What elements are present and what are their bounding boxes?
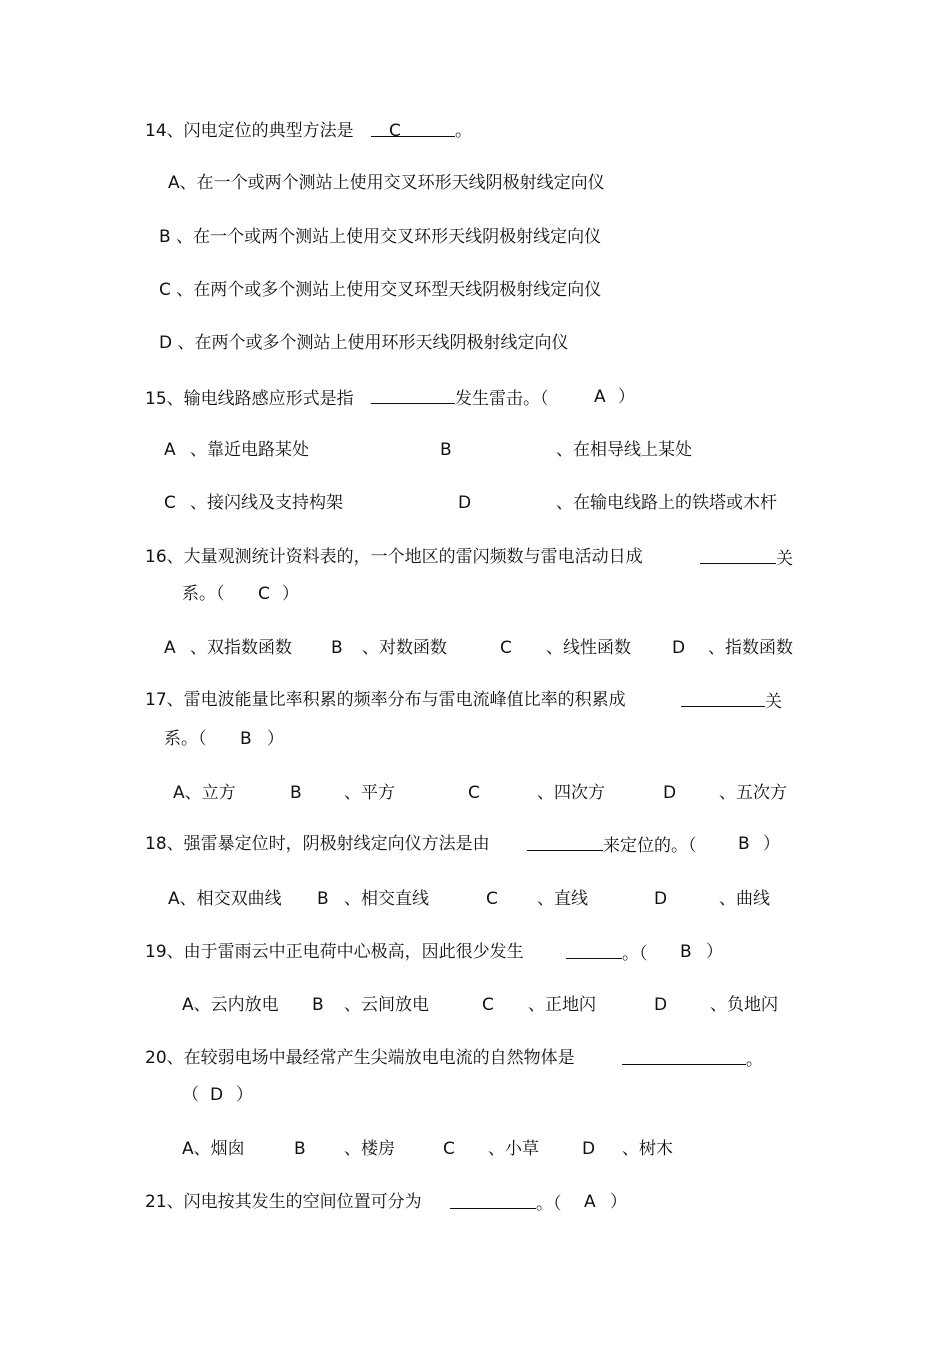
q18-option-b-letter: B xyxy=(317,889,329,909)
q17-tail: 关 xyxy=(765,692,782,712)
q18-answer: B xyxy=(738,834,750,854)
q16-blank xyxy=(700,546,776,564)
q20-close: ） xyxy=(236,1085,253,1105)
q18-close: ） xyxy=(763,834,780,854)
q19-option-b-text: 、云间放电 xyxy=(344,995,429,1015)
q17-option-b-letter: B xyxy=(290,783,302,803)
q15-stem: 15、输电线路感应形式是指 xyxy=(145,389,354,409)
q15-option-b-text: 、在相导线上某处 xyxy=(556,440,692,460)
q19-close: ） xyxy=(706,942,723,962)
q17-option-d-letter: D xyxy=(663,783,677,803)
q14-option-d: D 、在两个或多个测站上使用环形天线阴极射线定向仪 xyxy=(159,333,569,353)
q19-after: 。（ xyxy=(622,944,648,964)
q19-stem: 19、由于雷雨云中正电荷中心极高，因此很少发生 xyxy=(145,942,524,962)
q18-stem-line xyxy=(145,833,490,855)
q20-end: 。 xyxy=(746,1050,763,1070)
q16-stem-line xyxy=(145,546,643,568)
q14-stem-line xyxy=(145,120,472,142)
q18-option-b-text: 、相交直线 xyxy=(344,889,429,909)
q15-after: 发生雷击。（ xyxy=(455,389,549,409)
q16-option-b-letter: B xyxy=(331,638,343,658)
q20-option-c-letter: C xyxy=(443,1139,455,1159)
q18-option-c-letter: C xyxy=(486,889,498,909)
q19-option-d-text: 、负地闪 xyxy=(710,995,778,1015)
q16-option-c-letter: C xyxy=(500,638,512,658)
q20-stem-line xyxy=(145,1047,575,1069)
q14-option-b: B 、在一个或两个测站上使用交叉环形天线阴极射线定向仪 xyxy=(159,227,602,247)
q20-option-d-letter: D xyxy=(582,1139,596,1159)
q16-answer: C xyxy=(258,584,270,604)
q16-close: ） xyxy=(282,584,299,604)
q16-blank-wrap xyxy=(700,546,793,570)
q15-answer: A xyxy=(594,387,606,407)
q16-option-a-letter: A xyxy=(164,638,176,658)
q20-open: （ xyxy=(182,1085,199,1105)
q20-option-b-letter: B xyxy=(294,1139,306,1159)
q19-blank-wrap xyxy=(566,941,648,965)
q15-option-c-letter: C xyxy=(164,493,176,513)
q17-option-a: A、立方 xyxy=(173,783,236,803)
q14-option-c: C 、在两个或多个测站上使用交叉环型天线阴极射线定向仪 xyxy=(159,280,602,300)
q16-tail: 关 xyxy=(776,549,793,569)
q14-stem: 14、闪电定位的典型方法是 xyxy=(145,121,354,141)
q15-option-d-text: 、在输电线路上的铁塔或木杆 xyxy=(556,493,777,513)
q16-option-a-text: 、双指数函数 xyxy=(190,638,292,658)
q17-line2: 系。（ xyxy=(164,729,207,749)
q15-option-b-letter: B xyxy=(440,440,452,460)
q19-answer: B xyxy=(680,942,692,962)
q20-blank-wrap xyxy=(622,1047,763,1071)
q15-stem-line xyxy=(145,386,549,410)
q17-option-b-text: 、平方 xyxy=(344,783,395,803)
q20-answer: D xyxy=(210,1085,224,1105)
q21-stem: 21、闪电按其发生的空间位置可分为 xyxy=(145,1192,422,1212)
q18-blank xyxy=(527,833,603,851)
q15-option-a-text: 、靠近电路某处 xyxy=(190,440,309,460)
q20-option-d-text: 、树木 xyxy=(622,1139,673,1159)
q18-option-c-text: 、直线 xyxy=(537,889,588,909)
q21-answer: A xyxy=(584,1192,596,1212)
q16-option-c-text: 、线性函数 xyxy=(546,638,631,658)
q20-option-b-text: 、楼房 xyxy=(344,1139,395,1159)
q16-line2: 系。（ xyxy=(182,584,225,604)
q16-option-b-text: 、对数函数 xyxy=(362,638,447,658)
q18-option-a: A、相交双曲线 xyxy=(168,889,282,909)
q15-option-c-text: 、接闪线及支持构架 xyxy=(190,493,343,513)
q18-option-d-letter: D xyxy=(654,889,668,909)
q17-option-c-letter: C xyxy=(468,783,480,803)
q16-stem: 16、大量观测统计资料表的，一个地区的雷闪频数与雷电活动日成 xyxy=(145,547,643,567)
q17-answer: B xyxy=(240,729,252,749)
q21-blank xyxy=(450,1191,536,1209)
q19-option-b-letter: B xyxy=(312,995,324,1015)
q19-stem-line xyxy=(145,941,524,963)
q15-close: ） xyxy=(618,387,635,407)
q14-answer: C xyxy=(389,121,401,141)
q18-option-d-text: 、曲线 xyxy=(719,889,770,909)
q16-option-d-text: 、指数函数 xyxy=(708,638,793,658)
q17-option-c-text: 、四次方 xyxy=(537,783,605,803)
q21-blank-wrap xyxy=(450,1191,562,1215)
q15-blank xyxy=(371,386,455,404)
q19-option-a: A、云内放电 xyxy=(182,995,279,1015)
q21-close: ） xyxy=(610,1192,627,1212)
q14-answer-blank xyxy=(371,120,455,141)
q14-option-a: A、在一个或两个测站上使用交叉环形天线阴极射线定向仪 xyxy=(168,173,605,193)
q15-option-a-letter: A xyxy=(164,440,176,460)
q19-blank xyxy=(566,941,622,959)
q17-blank-wrap xyxy=(681,689,782,713)
q19-option-c-text: 、正地闪 xyxy=(528,995,596,1015)
q18-after: 来定位的。（ xyxy=(603,836,697,856)
q21-stem-line xyxy=(145,1191,422,1213)
q20-option-a: A、烟囱 xyxy=(182,1139,245,1159)
q20-stem: 20、在较弱电场中最经常产生尖端放电电流的自然物体是 xyxy=(145,1048,575,1068)
q19-option-d-letter: D xyxy=(654,995,668,1015)
q18-stem: 18、强雷暴定位时，阴极射线定向仪方法是由 xyxy=(145,834,490,854)
q20-blank xyxy=(622,1047,746,1065)
q20-option-c-text: 、小草 xyxy=(488,1139,539,1159)
q17-blank xyxy=(681,689,765,707)
q17-stem: 17、雷电波能量比率积累的频率分布与雷电流峰值比率的积累成 xyxy=(145,690,626,710)
q17-stem-line xyxy=(145,689,626,711)
q17-option-d-text: 、五次方 xyxy=(719,783,787,803)
q17-close: ） xyxy=(267,729,284,749)
q15-option-d-letter: D xyxy=(458,493,472,513)
q21-after: 。（ xyxy=(536,1194,562,1214)
q16-option-d-letter: D xyxy=(672,638,686,658)
q18-blank-wrap xyxy=(527,833,697,857)
q14-end: 。 xyxy=(455,121,473,141)
q19-option-c-letter: C xyxy=(482,995,494,1015)
